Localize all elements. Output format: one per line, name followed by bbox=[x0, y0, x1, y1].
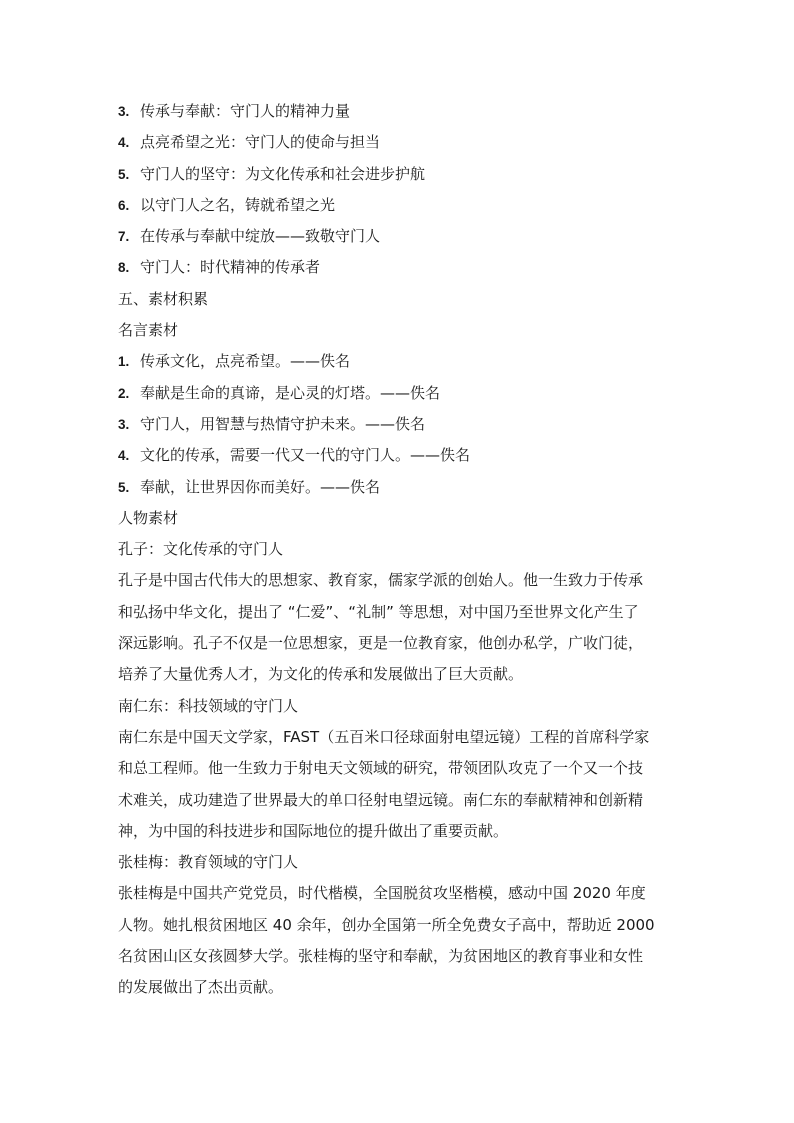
list-number: 2. bbox=[118, 385, 130, 401]
paragraph-line: 孔子是中国古代伟大的思想家、教育家，儒家学派的创始人。他一生致力于传承 bbox=[118, 571, 644, 590]
document-page bbox=[118, 96, 678, 1004]
list-text: 守门人：时代精神的传承者 bbox=[140, 258, 321, 277]
paragraph-line: 人物。她扎根贫困地区 40 余年，创办全国第一所全免费女子高中，帮助近 2000 bbox=[118, 915, 655, 934]
list-number: 8. bbox=[118, 260, 130, 276]
paragraph-line: 的发展做出了杰出贡献。 bbox=[118, 978, 284, 997]
list-item bbox=[118, 252, 678, 283]
paragraph-line: 和总工程师。他一生致力于射电天文领域的研究，带领团队攻克了一个又一个技 bbox=[118, 759, 644, 778]
section-heading: 五、素材积累 bbox=[118, 289, 209, 308]
paragraph-line: 和弘扬中华文化，提出了 “仁爱”、“礼制” 等思想，对中国乃至世界文化产生了 bbox=[118, 602, 639, 621]
person-title: 张桂梅：教育领域的守门人 bbox=[118, 853, 299, 872]
quotes-list bbox=[118, 346, 678, 502]
list-number: 7. bbox=[118, 229, 130, 245]
list-number: 4. bbox=[118, 448, 130, 464]
list-item bbox=[118, 346, 678, 377]
list-item bbox=[118, 127, 678, 158]
list-item bbox=[118, 440, 678, 471]
list-number: 3. bbox=[118, 416, 130, 432]
list-number: 4. bbox=[118, 135, 130, 151]
paragraph-line: 术难关，成功建造了世界最大的单口径射电望远镜。南仁东的奉献精神和创新精 bbox=[118, 790, 644, 809]
list-number: 6. bbox=[118, 197, 130, 213]
paragraph-line: 神，为中国的科技进步和国际地位的提升做出了重要贡献。 bbox=[118, 821, 509, 840]
list-text: 以守门人之名，铸就希望之光 bbox=[140, 195, 336, 214]
quotes-heading: 名言素材 bbox=[118, 321, 179, 340]
list-number: 3. bbox=[118, 104, 130, 119]
list-number: 5. bbox=[118, 166, 130, 182]
person-block-nan-rendong bbox=[118, 691, 678, 847]
person-paragraph bbox=[118, 565, 678, 690]
people-heading: 人物素材 bbox=[118, 508, 179, 527]
person-block-zhang-guimei bbox=[118, 847, 678, 1003]
list-text: 传承与奉献：守门人的精神力量 bbox=[140, 102, 351, 120]
quote-text: 奉献是生命的真谛，是心灵的灯塔。——佚名 bbox=[140, 383, 441, 402]
paragraph-line: 南仁东是中国天文学家，FAST（五百米口径球面射电望远镜）工程的首席科学家 bbox=[118, 727, 650, 746]
quote-text: 守门人，用智慧与热情守护未来。——佚名 bbox=[140, 414, 426, 433]
person-block-confucius bbox=[118, 534, 678, 690]
list-item bbox=[118, 159, 678, 190]
list-item bbox=[118, 190, 678, 221]
list-text: 守门人的坚守：为文化传承和社会进步护航 bbox=[140, 164, 426, 183]
paragraph-line: 张桂梅是中国共产党党员，时代楷模，全国脱贫攻坚楷模，感动中国 2020 年度 bbox=[118, 884, 646, 903]
paragraph-line: 名贫困山区女孩圆梦大学。张桂梅的坚守和奉献，为贫困地区的教育事业和女性 bbox=[118, 947, 644, 966]
quote-text: 奉献，让世界因你而美好。——佚名 bbox=[140, 477, 381, 496]
person-title: 南仁东：科技领域的守门人 bbox=[118, 696, 299, 715]
person-paragraph bbox=[118, 878, 678, 1003]
list-item bbox=[118, 409, 678, 440]
quote-text: 传承文化，点亮希望。——佚名 bbox=[140, 352, 351, 371]
list-item bbox=[118, 378, 678, 409]
list-item bbox=[118, 96, 678, 127]
paragraph-line: 培养了大量优秀人才，为文化的传承和发展做出了巨大贡献。 bbox=[118, 665, 524, 684]
person-title: 孔子：文化传承的守门人 bbox=[118, 540, 284, 559]
person-paragraph bbox=[118, 722, 678, 847]
list-text: 点亮希望之光：守门人的使命与担当 bbox=[140, 133, 381, 152]
list-number: 5. bbox=[118, 479, 130, 495]
quote-text: 文化的传承，需要一代又一代的守门人。——佚名 bbox=[140, 446, 471, 465]
list-number: 1. bbox=[118, 354, 130, 370]
list-text: 在传承与奉献中绽放——致敬守门人 bbox=[140, 227, 381, 246]
list-item bbox=[118, 472, 678, 503]
list-item bbox=[118, 221, 678, 252]
paragraph-line: 深远影响。孔子不仅是一位思想家，更是一位教育家，他创办私学，广收门徒， bbox=[118, 634, 644, 653]
outline-list bbox=[118, 96, 678, 284]
